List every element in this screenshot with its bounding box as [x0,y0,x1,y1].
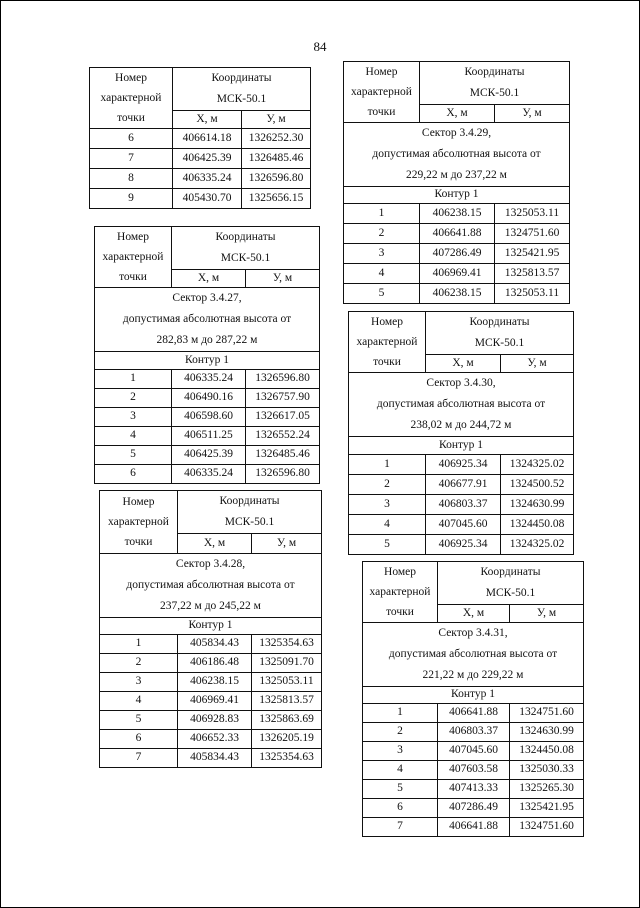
header-line: характерной [100,92,162,104]
coords-table-continued [89,67,311,209]
table-row [90,169,311,189]
table-row [95,427,320,446]
x-coordinate-cell: 406969.41 [178,692,252,711]
x-coordinate-cell: 406641.88 [420,224,495,244]
table-row [363,799,584,818]
x-coordinate-cell: 406490.16 [172,389,246,408]
sector-title: Сектор 3.4.28, [175,558,246,570]
header-line: точки [117,112,145,124]
y-header: У, м [252,534,322,554]
table-row [100,692,322,711]
y-coordinate-cell: 1326252.30 [242,129,311,149]
x-coordinate-cell: 406928.83 [178,711,252,730]
sector-height-label: допустимая абсолютная высота от [122,313,292,325]
header-line: МСК-50.1 [485,587,536,599]
table-row [100,654,322,673]
y-coordinate-cell: 1326617.05 [246,408,320,427]
sector-height-label: допустимая абсолютная высота от [372,148,541,160]
header-line: Номер [115,72,147,84]
point-number-cell: 2 [100,654,178,673]
sector-height-label: допустимая абсолютная высота от [376,398,546,410]
table-row [95,389,320,408]
coordinates-header [178,491,322,534]
point-number-cell: 2 [95,389,172,408]
point-number-header [363,562,438,623]
table-row [349,535,574,555]
header-line: Номер [365,66,398,78]
y-header: У, м [495,105,570,123]
x-header: X, м [420,105,495,123]
sector-height-range: 238,02 м до 244,72 м [410,419,512,431]
x-coordinate-cell: 406511.25 [172,427,246,446]
header-line: точки [386,606,414,618]
y-coordinate-cell: 1325813.57 [252,692,322,711]
header-line: Номер [371,316,403,328]
x-coordinate-cell: 406969.41 [420,264,495,284]
point-number-cell: 5 [344,284,420,304]
y-coordinate-cell: 1324450.08 [501,515,574,535]
y-coordinate-cell: 1324751.60 [510,818,584,837]
point-number-cell: 7 [90,149,173,169]
table-row [363,723,584,742]
x-coordinate-cell: 406335.24 [172,370,246,389]
x-header: X, м [438,605,510,623]
point-number-cell: 5 [363,780,438,799]
point-number-cell: 1 [363,704,438,723]
y-coordinate-cell: 1326205.19 [252,730,322,749]
header-line: Координаты [215,231,276,243]
x-coordinate-cell: 407286.49 [420,244,495,264]
point-number-cell: 7 [363,818,438,837]
header-line: МСК-50.1 [220,252,271,264]
x-coordinate-cell: 405430.70 [173,189,242,209]
x-header: X, м [172,270,246,288]
sector-3-4-31-table [362,561,584,837]
y-coordinate-cell: 1325863.69 [252,711,322,730]
coordinates-header [426,312,574,355]
y-coordinate-cell: 1325656.15 [242,189,311,209]
y-coordinate-cell: 1325813.57 [495,264,570,284]
table-row [95,446,320,465]
x-coordinate-cell: 406652.33 [178,730,252,749]
header-line: Номер [122,496,155,508]
table-row [363,704,584,723]
point-number-header [349,312,426,373]
y-coordinate-cell: 1326552.24 [246,427,320,446]
header-line: Координаты [464,66,525,78]
point-number-cell: 3 [100,673,178,692]
header-line: Координаты [469,316,530,328]
point-number-cell: 3 [95,408,172,427]
contour-label: Контур 1 [95,352,320,370]
table-row [100,749,322,768]
point-number-cell: 6 [95,465,172,484]
sector-height-range: 237,22 м до 245,22 м [160,600,261,612]
x-coordinate-cell: 406803.37 [438,723,510,742]
header-line: МСК-50.1 [469,87,520,99]
header-line: характерной [108,516,169,528]
x-coordinate-cell: 406641.88 [438,818,510,837]
x-header: X, м [426,355,501,373]
x-coordinate-cell: 406925.34 [426,455,501,475]
contour-label: Контур 1 [344,187,570,204]
table-row [344,224,570,244]
y-coordinate-cell: 1324630.99 [510,723,584,742]
x-coordinate-cell: 407603.58 [438,761,510,780]
point-number-cell: 4 [95,427,172,446]
point-number-header [90,68,173,129]
point-number-cell: 2 [363,723,438,742]
y-coordinate-cell: 1326596.80 [246,465,320,484]
x-coordinate-cell: 407286.49 [438,799,510,818]
x-coordinate-cell: 406238.15 [420,284,495,304]
x-coordinate-cell: 407045.60 [426,515,501,535]
header-line: Координаты [211,72,272,84]
y-coordinate-cell: 1324751.60 [495,224,570,244]
contour-label: Контур 1 [349,437,574,455]
x-header: X, м [173,111,242,129]
point-number-header [344,62,420,123]
y-coordinate-cell: 1325053.11 [495,204,570,224]
table-row [363,818,584,837]
contour-label: Контур 1 [363,687,584,704]
x-coordinate-cell: 406335.24 [172,465,246,484]
header-line: точки [373,356,401,368]
x-coordinate-cell: 405834.43 [178,749,252,768]
x-coordinate-cell: 406335.24 [173,169,242,189]
y-coordinate-cell: 1325265.30 [510,780,584,799]
point-number-cell: 6 [363,799,438,818]
y-header: У, м [242,111,311,129]
point-number-cell: 3 [344,244,420,264]
contour-label: Контур 1 [100,618,322,635]
header-line: характерной [369,586,431,598]
table-row [100,673,322,692]
table-row [90,129,311,149]
table-row [100,730,322,749]
header-line: точки [119,271,147,283]
sector-3-4-28-table [99,490,322,768]
point-number-cell: 5 [349,535,426,555]
sector-caption [363,623,584,687]
header-line: МСК-50.1 [224,516,275,528]
y-coordinate-cell: 1326485.46 [242,149,311,169]
x-coordinate-cell: 406614.18 [173,129,242,149]
point-number-cell: 3 [363,742,438,761]
x-coordinate-cell: 407045.60 [438,742,510,761]
x-coordinate-cell: 406425.39 [172,446,246,465]
table-row [100,711,322,730]
table-row [90,189,311,209]
header-line: характерной [356,336,418,348]
y-coordinate-cell: 1325091.70 [252,654,322,673]
x-coordinate-cell: 406641.88 [438,704,510,723]
table-row [349,455,574,475]
sector-height-label: допустимая абсолютная высота от [126,579,295,591]
x-coordinate-cell: 406677.91 [426,475,501,495]
y-coordinate-cell: 1325053.11 [252,673,322,692]
table-row [344,284,570,304]
sector-3-4-29-table [343,61,570,304]
y-coordinate-cell: 1324751.60 [510,704,584,723]
header-line: характерной [102,251,164,263]
header-line: точки [367,106,396,118]
y-coordinate-cell: 1324325.02 [501,535,574,555]
x-coordinate-cell: 406598.60 [172,408,246,427]
header-line: точки [124,536,153,548]
header-line: Координаты [219,495,280,507]
table-row [349,515,574,535]
y-coordinate-cell: 1325421.95 [510,799,584,818]
point-number-cell: 1 [100,635,178,654]
point-number-cell: 5 [100,711,178,730]
point-number-cell: 2 [344,224,420,244]
y-header: У, м [501,355,574,373]
header-line: Номер [117,231,149,243]
coordinates-header [438,562,584,605]
sector-title: Сектор 3.4.29, [421,127,492,139]
x-coordinate-cell: 406925.34 [426,535,501,555]
sector-3-4-27-table [94,226,320,484]
y-coordinate-cell: 1325053.11 [495,284,570,304]
table-row [344,264,570,284]
sector-caption [95,288,320,352]
sector-height-range: 221,22 м до 229,22 м [422,669,524,681]
x-coordinate-cell: 406186.48 [178,654,252,673]
y-coordinate-cell: 1324500.52 [501,475,574,495]
table-row [344,204,570,224]
y-coordinate-cell: 1326596.80 [242,169,311,189]
sector-title: Сектор 3.4.30, [426,377,496,389]
x-coordinate-cell: 406803.37 [426,495,501,515]
y-coordinate-cell: 1326757.90 [246,389,320,408]
table-row [95,370,320,389]
point-number-cell: 4 [349,515,426,535]
x-coordinate-cell: 406425.39 [173,149,242,169]
y-coordinate-cell: 1324630.99 [501,495,574,515]
y-header: У, м [246,270,320,288]
point-number-cell: 8 [90,169,173,189]
coordinates-header [172,227,320,270]
x-coordinate-cell: 405834.43 [178,635,252,654]
point-number-cell: 6 [90,129,173,149]
page-number: 84 [313,39,327,54]
header-line: Координаты [480,566,541,578]
sector-title: Сектор 3.4.27, [172,292,242,304]
point-number-header [100,491,178,554]
point-number-cell: 3 [349,495,426,515]
table-row [90,149,311,169]
point-number-header [95,227,172,288]
sector-height-label: допустимая абсолютная высота от [388,648,558,660]
header-line: МСК-50.1 [216,93,267,105]
sector-title: Сектор 3.4.31, [438,627,508,639]
coordinates-header [420,62,570,105]
x-coordinate-cell: 406238.15 [178,673,252,692]
y-coordinate-cell: 1325421.95 [495,244,570,264]
table-row [344,244,570,264]
table-row [349,495,574,515]
point-number-cell: 6 [100,730,178,749]
y-coordinate-cell: 1324325.02 [501,455,574,475]
sector-height-range: 229,22 м до 237,22 м [406,169,507,181]
point-number-cell: 1 [344,204,420,224]
y-coordinate-cell: 1326596.80 [246,370,320,389]
y-coordinate-cell: 1324450.08 [510,742,584,761]
point-number-cell: 2 [349,475,426,495]
table-row [363,780,584,799]
table-row [95,465,320,484]
point-number-cell: 9 [90,189,173,209]
y-coordinate-cell: 1325354.63 [252,635,322,654]
header-line: МСК-50.1 [474,337,525,349]
point-number-cell: 4 [363,761,438,780]
coordinates-header [173,68,311,111]
sector-3-4-30-table [348,311,574,555]
x-header: X, м [178,534,252,554]
x-coordinate-cell: 407413.33 [438,780,510,799]
point-number-cell: 4 [344,264,420,284]
y-coordinate-cell: 1325030.33 [510,761,584,780]
point-number-cell: 1 [349,455,426,475]
x-coordinate-cell: 406238.15 [420,204,495,224]
sector-caption [349,373,574,437]
y-coordinate-cell: 1325354.63 [252,749,322,768]
header-line: характерной [351,86,412,98]
table-row [363,761,584,780]
y-coordinate-cell: 1326485.46 [246,446,320,465]
table-row [95,408,320,427]
y-header: У, м [510,605,584,623]
sector-height-range: 282,83 м до 287,22 м [156,334,258,346]
header-line: Номер [384,566,416,578]
sector-caption [344,123,570,187]
point-number-cell: 1 [95,370,172,389]
point-number-cell: 7 [100,749,178,768]
sector-caption [100,554,322,618]
point-number-cell: 5 [95,446,172,465]
table-row [363,742,584,761]
point-number-cell: 4 [100,692,178,711]
table-row [349,475,574,495]
table-row [100,635,322,654]
